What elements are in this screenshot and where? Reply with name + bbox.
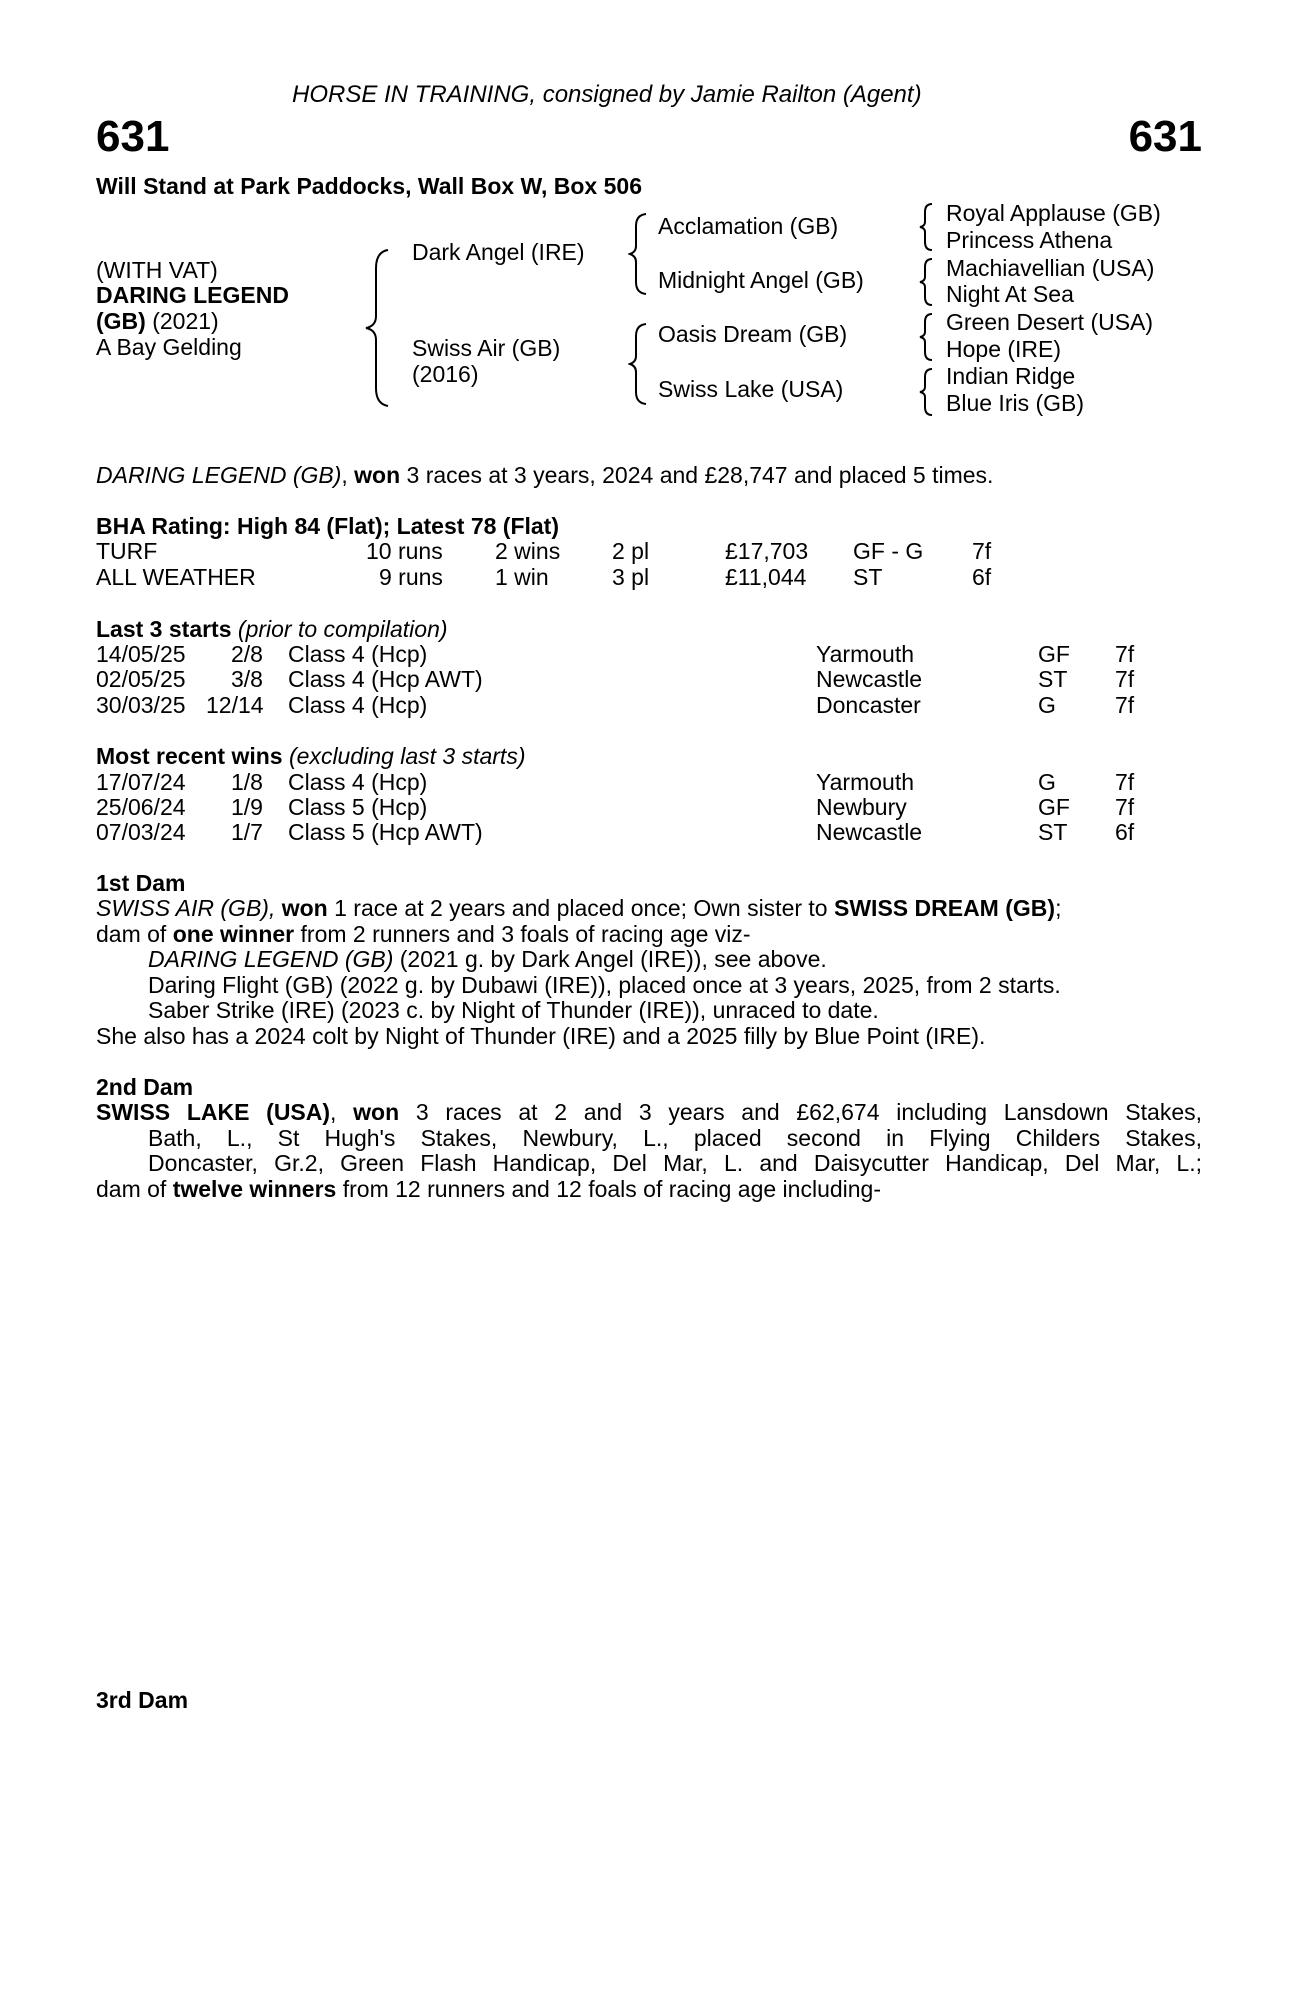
pedigree-braces-gen3 xyxy=(918,202,934,420)
second-dam-text: SWISS LAKE (USA), won 3 races at 2 and 3 years and £62,674 including Lansdown Stakes, Bath, L., St Hugh's Stakes, Newbury, L., placed second in Flying Childers Stakes, Doncaster, Gr.2, Green Flash Handicap, Del Mar, L. and Daisycutter Handicap, Del Mar, L.; dam of twelve winners from 12 runners and 12 foals of racing age including- xyxy=(96,1099,1203,1202)
recent-wins-note: (excluding last 3 starts) xyxy=(289,743,526,769)
pedigree-brace-main xyxy=(364,248,394,408)
pedigree-dam: Swiss Air (GB) xyxy=(412,335,561,361)
last-starts-title: Last 3 starts xyxy=(96,616,232,642)
first-dam-offspring: DARING LEGEND (GB) (2021 g. by Dark Angel (IRE)), see above. xyxy=(148,946,827,972)
rating-distance: 7f xyxy=(972,538,992,564)
pedigree-gen3-2: Princess Athena xyxy=(946,227,1113,253)
recent-wins-heading xyxy=(96,744,525,770)
page-header-title: HORSE IN TRAINING, consigned by Jamie Railton (Agent) xyxy=(292,81,922,108)
first-dam-offspring: Daring Flight (GB) (2022 g. by Dubawi (IRE)), placed once at 3 years, 2025, from 2 starts. xyxy=(148,972,1061,998)
summary-horse-name: DARING LEGEND (GB) xyxy=(96,462,342,488)
first-dam-note: She also has a 2024 colt by Night of Thunder (IRE) and a 2025 filly by Blue Point (IRE). xyxy=(96,1023,986,1049)
horse-year: (2021) xyxy=(152,308,219,334)
horse-name: DARING LEGEND xyxy=(96,282,289,308)
bha-rating-title: BHA Rating: High 84 (Flat); Latest 78 (Flat) xyxy=(96,513,559,539)
recent-wins-title: Most recent wins xyxy=(96,743,283,769)
rating-placed: 3 pl xyxy=(612,564,650,590)
rating-amount: £17,703 xyxy=(725,538,809,564)
rating-surface: TURF xyxy=(96,538,158,564)
pedigree-gen2-1: Acclamation (GB) xyxy=(658,213,839,239)
rating-runs: 9 runs xyxy=(379,564,443,590)
horse-description: A Bay Gelding xyxy=(96,334,242,360)
first-dam-line: dam of one winner from 2 runners and 3 foals of racing age viz- xyxy=(96,921,751,947)
summary-record: 3 races at 3 years, 2024 and £28,747 and placed 5 times. xyxy=(406,462,994,488)
pedigree-gen3-3: Machiavellian (USA) xyxy=(946,255,1155,281)
pedigree-gen2-4: Swiss Lake (USA) xyxy=(658,376,844,402)
rating-going: GF - G xyxy=(853,538,924,564)
horse-country: (GB) xyxy=(96,308,146,334)
pedigree-gen3-8: Blue Iris (GB) xyxy=(946,390,1085,416)
horse-origin xyxy=(96,309,219,335)
pedigree-gen3-1: Royal Applause (GB) xyxy=(946,200,1161,226)
first-dam-offspring: Saber Strike (IRE) (2023 c. by Night of Thunder (IRE)), unraced to date. xyxy=(148,997,879,1023)
rating-surface: ALL WEATHER xyxy=(96,564,256,590)
pedigree-gen3-6: Hope (IRE) xyxy=(946,336,1062,362)
rating-wins: 2 wins xyxy=(495,538,561,564)
rating-amount: £11,044 xyxy=(725,564,807,590)
pedigree-gen2-2: Midnight Angel (GB) xyxy=(658,267,864,293)
last-starts-heading xyxy=(96,617,448,643)
first-dam-line: SWISS AIR (GB), won 1 race at 2 years and placed once; Own sister to SWISS DREAM (GB); xyxy=(96,895,1062,921)
pedigree-gen3-5: Green Desert (USA) xyxy=(946,309,1154,335)
first-dam-title: 1st Dam xyxy=(96,870,186,896)
summary-won: won xyxy=(354,462,401,488)
race-summary: DARING LEGEND (GB), won 3 races at 3 years, 2024 and £28,747 and placed 5 times. xyxy=(96,462,994,488)
second-dam-title: 2nd Dam xyxy=(96,1074,194,1100)
last-starts-note: (prior to compilation) xyxy=(237,616,448,642)
rating-placed: 2 pl xyxy=(612,538,650,564)
third-dam-title: 3rd Dam xyxy=(96,1687,189,1713)
lot-number-right: 631 xyxy=(1128,112,1202,161)
pedigree-brace-sire xyxy=(628,212,652,296)
rating-going: ST xyxy=(853,564,883,590)
rating-distance: 6f xyxy=(972,564,992,590)
rating-runs: 10 runs xyxy=(366,538,443,564)
lot-number-left: 631 xyxy=(96,112,170,161)
pedigree-gen2-3: Oasis Dream (GB) xyxy=(658,321,848,347)
pedigree-brace-dam xyxy=(628,322,652,406)
pedigree-dam-year: (2016) xyxy=(412,361,479,387)
vat-note: (WITH VAT) xyxy=(96,257,218,283)
pedigree-sire: Dark Angel (IRE) xyxy=(412,239,585,265)
stand-location: Will Stand at Park Paddocks, Wall Box W, Box 506 xyxy=(96,173,642,199)
rating-wins: 1 win xyxy=(495,564,549,590)
pedigree-gen3-4: Night At Sea xyxy=(946,281,1074,307)
pedigree-gen3-7: Indian Ridge xyxy=(946,363,1076,389)
